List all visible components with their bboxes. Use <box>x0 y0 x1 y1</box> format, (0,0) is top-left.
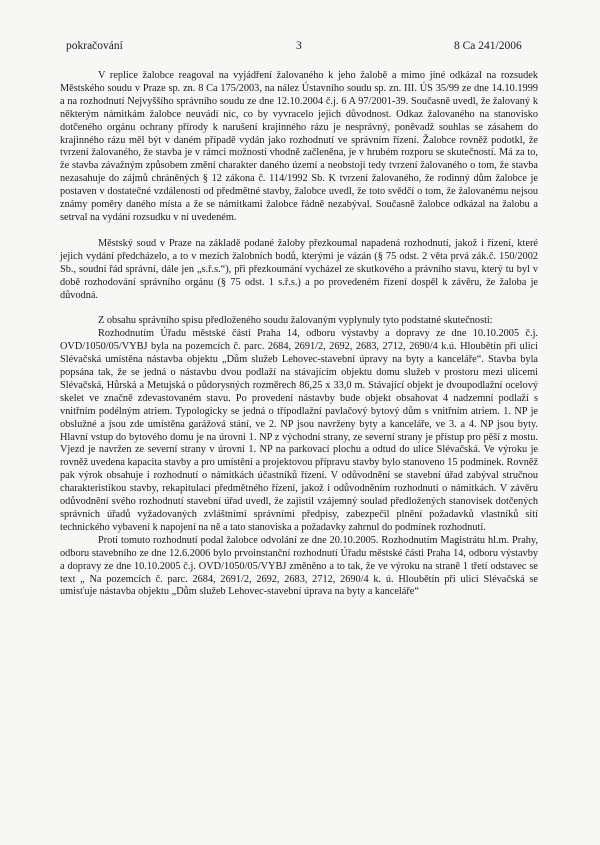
paragraph-replica: V replice žalobce reagoval na vyjádření žalovaného k jeho žalobě a mimo jiné odkázal na rozsudek Městského soudu v Praze sp. zn. 8 Ca 175/2003, na nález Ústavního soudu sp. zn. III. ÚS 35/99 ze dne 14.10.1999 a na rozhodnutí Nejvyššího správního soudu ze dne 12.10.2004 č.j. 6 A 97/2001-39. Současně uvedl, že žalovaný k některým námitkám žalobce neuvádí nic, co by vyvracelo jejich důvodnost. Odkaz žalovaného na stanovisko dotčeného orgánu ochrany přírody k narušení krajinného rázu je nesprávný, poněvadž souhlas se zásahem do krajinného rázu měl být v daném případě vydán jako rozhodnutí ve správním řízení. Žalobce rovněž podotkl, že tvrzení žalovaného, že stavba je v rámci možností vhodně začleněna, je v hrubém rozporu se skutečností. Má za to, že stavba závažným způsobem změní charakter daného území a neobstojí tedy tvrzení žalovaného o tom, že stavba nezasahuje do zájmů chráněných § 12 zákona č. 114/1992 Sb. K tvrzení žalovaného, že rodinný dům žalobce je postaven v dostatečné vzdálenosti od předmětné stavby, žalobce uvedl, že toto svědčí o tom, že žalovanému nejsou známy poměry daného místa a že se námitkami žalobce řádně nezabýval. Současně žalobce odkázal na žalobu a setrval na vydání rozsudku v ní uvedeném. <box>60 70 538 223</box>
page-number: 3 <box>296 40 302 52</box>
case-number: 8 Ca 241/2006 <box>454 40 522 52</box>
paragraph-appeal: Proti tomuto rozhodnutí podal žalobce odvolání ze dne 20.10.2005. Rozhodnutím Magistrátu hl.m. Prahy, odboru stavebního ze dne 12.6.2006 bylo prvoinstanční rozhodnutí Úřadu městské části Praha 14, odboru výstavby a dopravy ze dne 10.10.2005 č.j. OVD/1050/05/VYBJ změněno a to tak, že ve výroku na straně 1 třetí odstavec se text „ Na pozemcích č. parc. 2684, 2691/2, 2692, 2683, 2712, 2690/4 k. ú. Hloubětín při ulici Slévačská se umisťuje nástavba objektu „Dům služeb Lehovec-stavební úprava na byty a kanceláře“ <box>60 534 538 598</box>
paragraph-decision-description: Rozhodnutím Úřadu městské části Praha 14, odboru výstavby a dopravy ze dne 10.10.2005 č.j. OVD/1050/05/VYBJ byla na pozemcích č. parc. 2684, 2691/2, 2692, 2683, 2712, 2690/4 k.ú. Hloubětín při ulici Slévačská umístěna nástavba objektu „Dům služeb Lehovec-stavební úpravy na byty a kanceláře“. Stavba byla popsána tak, že se jedná o nástavbu dvou podlaží na stávajícím objektu domu služeb v prostoru mezi ulicemi Slévačská, Hůrská a Metujská o půdorysných rozměrech 86,25 x 33,0 m. Stávající objekt je dvoupodlažní ocelový skelet ve značně zdevastovaném stavu. Po provedení nástavby bude objekt obsahovat 4 nadzemní podlaží s vnitřním podélným atriem. Typologicky se jedná o třípodlažní pavlačový bytový dům s vnitřním atriem. 1. NP je obslužné a jsou zde umístěna garážová stání, ve 2. NP jsou navrženy byty a kanceláře, ve 3. a 4. NP jsou byty. Hlavní vstup do bytového domu je na úrovni 1. NP z východní strany, ze severní strany je přístup pro pěší z mostu. Vjezd je navržen ze severní strany v úrovni 1. NP na parkovací plochu a odtud do ulice Slévačská. Ve výroku je rovněž uvedena kapacita stavby a pro umístění a projektovou přípravu stavby bylo stanoveno 15 podmínek. Rovněž pak výrok obsahuje i rozhodnutí o námitkách účastníků řízení. V odůvodnění se stavební úřad zabýval stručnou charakteristikou stavby, rekapitulací předmětného řízení, jakož i odůvodněním rozhodnutí o námitkách. V závěru odůvodnění svého rozhodnutí stavební úřad uvedl, že zajistil vzájemný soulad předložených stanovisek dotčených správních úřadů vyžadovaných zvláštními správními předpisy, zabezpečil plnění požadavků vlastníků sítí technického vybavení k napojení na ně a tato stanoviska a požadavky zahrnul do podmínek rozhodnutí. <box>60 328 538 533</box>
paragraph-file-contents: Z obsahu správního spisu předloženého soudu žalovaným vyplynuly tyto podstatné skutečnosti: <box>98 315 493 327</box>
header-continuation: pokračování <box>66 40 123 52</box>
document-body <box>60 70 538 599</box>
paragraph-court-review: Městský soud v Praze na základě podané žaloby přezkoumal napadená rozhodnutí, jakož i řízení, které jejich vydání předcházelo, a to v mezích žalobních bodů, kterými je vázán (§ 75 odst. 2 věta prvá zák.č. 150/2002 Sb., soudní řád správní, dále jen „s.ř.s.“), při přezkoumání vycházel ze skutkového a právního stavu, který tu byl v době rozhodování správního orgánu (§ 75 odst. 1 s.ř.s.) a po provedeném řízení dospěl k závěru, že žaloba je důvodná. <box>60 237 538 301</box>
